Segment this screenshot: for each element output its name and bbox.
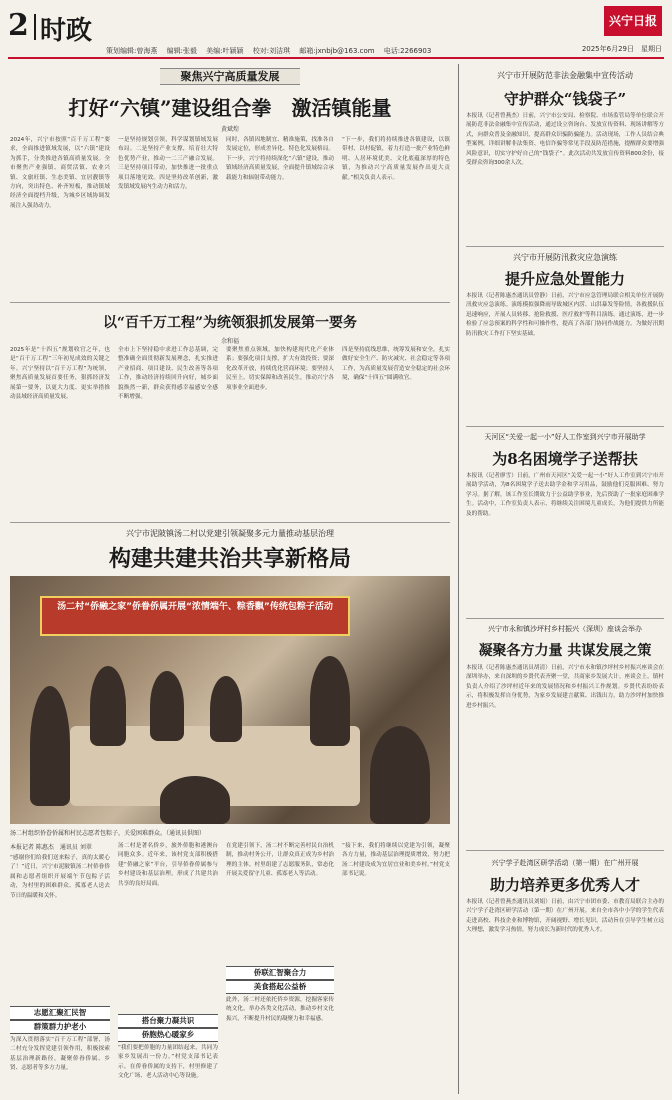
brief-kicker: 兴宁市永和镇沙坪村乡村振兴（深圳）座谈会举办	[488, 625, 642, 633]
brief-kicker: 天河区“关爱一起一小”好人工作室到兴宁市开展助学	[484, 433, 646, 441]
feature-headline: 构建共建共治共享新格局	[108, 546, 351, 572]
article-column: 2024年，兴宁市按照“百千万工程”要求，全面推进镇域发展，以“六镇”建设为抓手，分类推进各镇高质量发展。全市聚焦产业强镇、商贸活镇、农业兴镇、文旅旺镇、生态美镇、宜居靓镇等方向，突出特色、补齐短板，推动镇域经济全面提档升级，为城乡区域协调发展注入强劲动力。	[10, 137, 110, 209]
photo-figure	[210, 676, 242, 742]
feature-byline: 本报记者 陈惠杰 通讯员 刘翠	[10, 844, 92, 851]
article-kicker: 聚焦兴宁高质量发展	[160, 68, 300, 85]
photo-figure	[150, 671, 184, 741]
photo-figure	[30, 686, 70, 806]
feature-subhead: 搭台聚力凝共识	[118, 1014, 218, 1028]
issue-date: 2025年6月29日 星期日	[581, 45, 662, 53]
brief-divider	[466, 246, 664, 247]
feature-photo	[10, 576, 450, 824]
section-title: 时政	[40, 10, 92, 47]
article-column: 全市上下坚持稳中求进工作总基调，完整准确全面贯彻新发展理念，扎实推进产业招商、项目建设、民生改善等各项工作，推动经济持续回升向好，城乡面貌焕然一新，群众获得感幸福感安全感不断增强。	[118, 347, 218, 401]
feature-subhead: 群策群力护老小	[10, 1020, 110, 1034]
brief-text: 本报讯（记者曾燕杰通讯员刘娟）日前，由兴宁市团市委、市教育局联合主办的兴宁学子赴湾区研学活动（第一期）在广州开展。来自全市各中小学的学生代表走进高校、科技企业和博物馆，开阔视野、增长见识。活动旨在引导学生树立远大理想，激发学习热情，努力成长为新时代的优秀人才。	[466, 899, 664, 934]
brief-kicker: 兴宁市开展防范非法金融集中宣传活动	[497, 71, 633, 80]
photo-figure	[310, 656, 350, 746]
section-divider	[10, 302, 450, 303]
photo-banner: 汤二村“侨融之家”侨眷侨属开展“浓情端午、粽香飘”传统包粽子活动	[40, 596, 350, 636]
article-column: 一是坚持规划引领，科学谋划镇域发展布局。二是坚持产业支撑，培育壮大特色优势产业，推动一二三产融合发展。三是坚持项目带动，加快推进一批重点项目落地见效。四是坚持改革创新，激发镇域发展内生动力和活力。	[118, 137, 218, 191]
feature-kicker: 兴宁市泥陂镇汤二村以党建引领凝聚多元力量推动基层治理	[126, 529, 334, 538]
article-column: 要聚焦重点领域，加快构建现代化产业体系；要强化项目支撑，扩大有效投资；要深化改革开放，持续优化营商环境；要坚持人民至上，切实保障和改善民生，推动兴宁各项事业全面进步。	[226, 347, 334, 391]
feature-subhead: 侨胞热心暖家乡	[118, 1028, 218, 1042]
page-number: 2	[8, 8, 29, 43]
article-column: 在党建引领下，汤二村不断完善村民自治机制，推动村务公开，让群众真正成为乡村治理的主体。村里组建了志愿服务队，常态化开展关爱留守儿童、孤寡老人等活动。	[226, 843, 334, 878]
brief-kicker: 兴宁学子赴湾区研学活动（第一期）在广州开展	[491, 859, 639, 867]
brief-text: 本报讯（记者陈惠杰通讯员胡清）日前，兴宁市永和镇沙坪村乡村振兴座谈会在深圳举办，来自深圳的乡贤代表齐聚一堂，共商家乡发展大计。座谈会上，镇村负责人介绍了沙坪村近年来的发展情况和乡村振兴工作规划。乡贤代表纷纷表示，将积极发挥自身优势，为家乡发展建言献策、出钱出力，助力沙坪村加快推进乡村振兴。	[466, 665, 664, 709]
article-column: “接下来，我们将继续以党建为引领，凝聚各方力量，推动基层治理提质增效，努力把汤二村建设成为宜居宜业和美乡村。”村党支部书记说。	[342, 843, 450, 878]
section-divider	[10, 522, 450, 523]
photo-figure	[160, 776, 230, 824]
article-column: “下一步，我们将持续推进各镇建设，以镇带村、以村促镇，着力打造一批产业特色鲜明、人居环境优美、文化底蕴深厚的特色镇，为推动兴宁高质量发展作出更大贡献。”相关负责人表示。	[342, 137, 450, 181]
newspaper-logo: 兴宁日报	[604, 6, 662, 36]
article-column: “我们要把侨胞的力量团结起来，共同为家乡发展出一份力。”村党支部书记表示。在侨眷侨属的支持下，村里修建了文化广场、老人活动中心等设施。	[118, 1045, 218, 1080]
editor-credits: 策划编辑:曾海燕 编辑:张毅 美编:叶颖颖 校对:刘洁琪 邮箱:jxnbjb@163.com 电话:2266903	[106, 47, 432, 55]
brief-kicker: 兴宁市开展防汛救灾应急演练	[513, 253, 617, 262]
masthead	[0, 0, 672, 60]
brief-text: 本报讯（记者廖雪）日前，广州市天河区“关爱一起一小”好人工作室到兴宁市开展助学活动，为8名困境学子送去助学金和学习用品，鼓励他们克服困难、努力学习。据了解，该工作室长期致力于公益助学事业，先后资助了一批家庭困难学生。活动中，工作室负责人表示，将继续关注困境儿童成长，为他们提供力所能及的帮助。	[466, 473, 664, 517]
article-byline: 黄斌煌	[220, 126, 239, 133]
brief-divider	[466, 850, 664, 851]
article-column: 汤二村是著名侨乡，旅外侨胞和港澳台同胞众多。近年来，该村党支部积极搭建“侨融之家”平台，引导侨眷侨属参与乡村建设和基层治理，形成了共建共治共享的良好局面。	[118, 843, 218, 887]
column-divider	[458, 64, 459, 1094]
brief-headline: 助力培养更多优秀人才	[489, 876, 640, 894]
photo-caption: 汤二村组织侨眷侨属和村民志愿者包粽子，关爱困难群众。（通讯员供图）	[10, 830, 206, 837]
header-rule	[8, 57, 664, 59]
brief-divider	[466, 618, 664, 619]
brief-text: 本报讯（记者陈惠杰通讯员曾静）日前，兴宁市应急管理局联合相关单位开展防汛救灾应急演练。演练模拟强降雨导致城区内涝、山洪暴发等险情，各救援队伍迅速响应，开展人员转移、抢险救援、医疗救护等科目演练。通过演练，进一步检验了应急预案的科学性和可操作性，提高了各部门协同作战能力，为做好汛期防汛救灾工作打下坚实基础。	[466, 293, 664, 337]
article-column: 此外，汤二村还依托侨乡资源，挖掘客家传统文化，举办各类文化活动，推动乡村文化振兴，不断提升村民的凝聚力和幸福感。	[226, 997, 334, 1022]
article-headline: 以“百千万工程”为统领狠抓发展第一要务	[102, 315, 358, 331]
brief-headline: 守护群众“钱袋子”	[503, 90, 627, 108]
article-byline: 余和福	[220, 338, 239, 345]
brief-headline: 提升应急处置能力	[504, 270, 625, 288]
feature-subhead: 侨联汇智聚合力	[226, 966, 334, 980]
article-column: 四是坚持底线思维，统筹发展和安全，扎实做好安全生产、防灾减灾、社会稳定等各项工作，为高质量发展营造安全稳定的社会环境，确保“十四五”圆满收官。	[342, 347, 450, 382]
article-column: 为深入贯彻落实“百千万工程”部署，汤二村充分发挥党建引领作用，积极探索基层治理新路径，凝聚侨眷侨属、乡贤、志愿者等多方力量。	[10, 1037, 110, 1072]
article-column: 2025年是“十四五”规划收官之年，也是“百千万工程”三年初见成效的关键之年。兴宁坚持以“百千万工程”为统领，聚焦高质量发展首要任务，狠抓经济发展第一要务，以更大力度、更实举措推动县域经济高质量发展。	[10, 347, 110, 401]
brief-text: 本报讯（记者曾燕杰）日前，兴宁市公安局、检察院、市场监管局等单位联合开展防范非法金融集中宣传活动，通过设立咨询台、发放宣传资料、现场讲解等方式，向群众普及金融知识，提高群众识骗防骗能力。活动现场，工作人员结合典型案例，详细讲解非法集资、电信诈骗等常见手段及防范措施，提醒群众要增强风险意识，切实守护好自己的“钱袋子”。此次活动共发放宣传资料800余份，接受群众咨询300余人次。	[466, 113, 664, 167]
photo-figure	[90, 666, 126, 746]
photo-figure	[370, 726, 430, 824]
brief-divider	[466, 426, 664, 427]
feature-subhead: 美食搭起公益桥	[226, 980, 334, 994]
feature-subhead: 志愿汇聚汇民智	[10, 1006, 110, 1020]
brief-headline: 凝聚各方力量 共谋发展之策	[478, 643, 652, 659]
brief-headline: 为8名困境学子送帮扶	[492, 450, 638, 468]
article-headline: 打好“六镇”建设组合拳 激活镇能量	[68, 96, 392, 120]
article-column: “感谢你们给我们送来粽子，真的太暖心了！”近日，兴宁市泥陂镇汤二村侨眷侨属和志愿者组织开展端午节包粽子活动，为村里的困难群众、孤寡老人送去节日的温暖和关怀。	[10, 855, 110, 899]
article-column: 同时，各镇因地制宜、精准施策，找准各自发展定位，形成差异化、特色化发展格局。下一步，兴宁将持续深化“六镇”建设，推动镇域经济高质量发展，全面提升镇域综合承载能力和辐射带动能力。	[226, 137, 334, 181]
